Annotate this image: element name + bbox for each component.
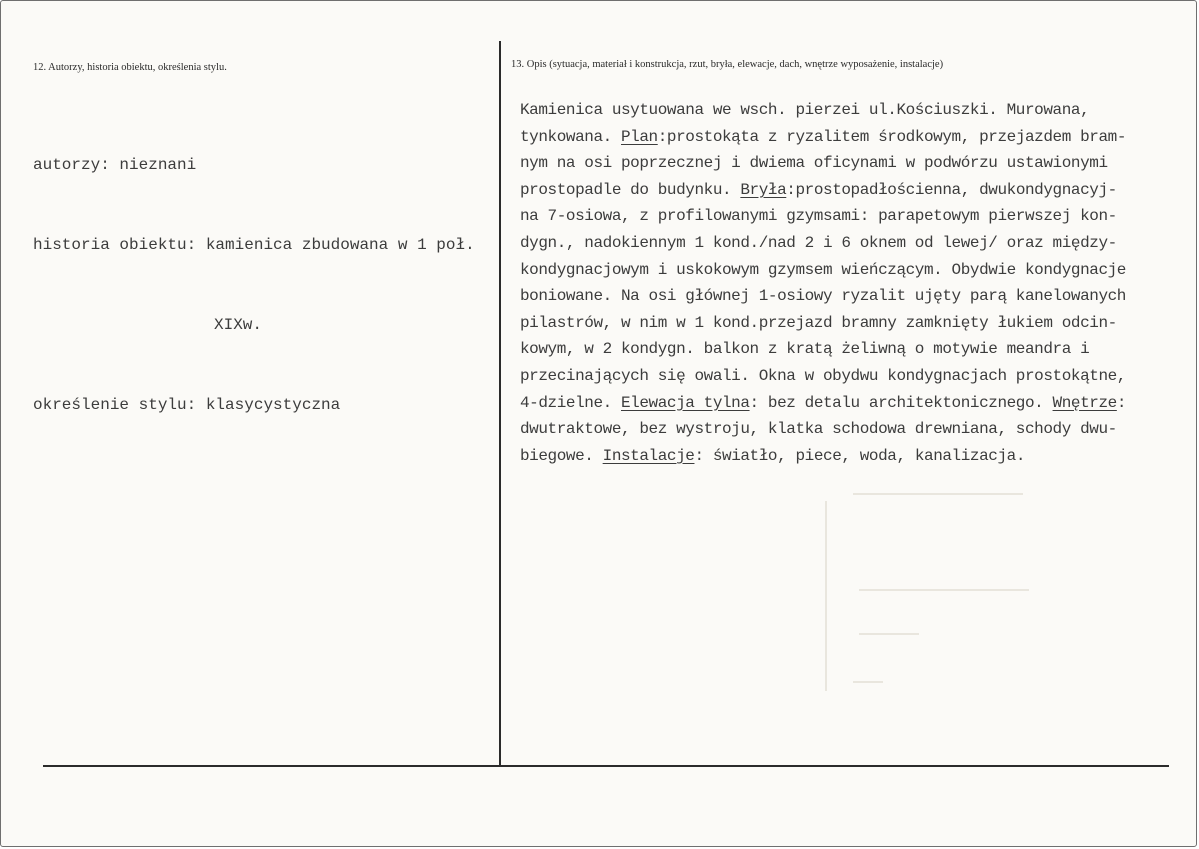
wnetrze-heading: Wnętrze: [1052, 393, 1117, 412]
section-12-heading: 12. Autorzy, historia obiektu, określenia stylu.: [33, 62, 227, 73]
history-century: XIXw.: [214, 315, 263, 334]
description-text: [520, 97, 1160, 469]
vertical-divider: [499, 41, 501, 767]
show-through-mark: [825, 501, 827, 691]
style-line: określenie stylu: klasycystyczna: [33, 395, 341, 414]
description-line: pilastrów, w nim w 1 kond.przejazd bramny zamknięty łukiem odcin-: [520, 313, 1117, 332]
section-13-heading: 13. Opis (sytuacja, materiał i konstrukcja, rzut, bryła, elewacje, dach, wnętrze wyposażenie, instalacje): [511, 59, 944, 70]
description-line: dygn., nadokiennym 1 kond./nad 2 i 6 oknem od lewej/ oraz między-: [520, 233, 1117, 252]
show-through-mark: [853, 493, 1023, 495]
description-line: prostopadle do budynku. Bryła:prostopadłościenna, dwukondygnacyj-: [520, 180, 1117, 199]
bottom-rule: [43, 765, 1169, 767]
instalacje-heading: Instalacje: [602, 446, 695, 465]
description-line: dwutraktowe, bez wystroju, klatka schodowa drewniana, schody dwu-: [520, 420, 1117, 439]
description-line: na 7-osiowa, z profilowanymi gzymsami: parapetowym pierwszej kon-: [520, 207, 1117, 226]
description-line: kondygnacjowym i uskokowym gzymsem wieńczącym. Obydwie kondygnacje: [520, 260, 1126, 279]
description-line: Kamienica usytuowana we wsch. pierzei ul.Kościuszki. Murowana,: [520, 101, 1090, 119]
plan-heading: Plan: [621, 127, 658, 146]
description-line: biegowe. Instalacje: światło, piece, woda, kanalizacja.: [520, 446, 1026, 465]
history-line-continued: [33, 312, 475, 339]
show-through-mark: [859, 633, 919, 635]
description-line: tynkowana. Plan:prostokąta z ryzalitem środkowym, przejazdem bram-: [520, 127, 1126, 146]
authors-history-style-text: [33, 99, 475, 471]
description-line: 4-dzielne. Elewacja tylna: bez detalu architektonicznego. Wnętrze:: [520, 393, 1127, 412]
show-through-mark: [859, 589, 1029, 591]
description-line: kowym, w 2 kondygn. balkon z kratą żeliwną o motywie meandra i: [520, 340, 1090, 359]
elewacja-tylna-heading: Elewacja tylna: [621, 393, 750, 412]
description-line: nym na osi poprzecznej i dwiema oficynami w podwórzu ustawionymi: [520, 154, 1108, 173]
bryla-heading: Bryła: [740, 180, 787, 199]
description-line: boniowane. Na osi głównej 1-osiowy ryzalit ujęty parą kanelowanych: [520, 287, 1126, 306]
history-line: historia obiektu: kamienica zbudowana w 1 poł.: [33, 235, 475, 254]
authors-line: autorzy: nieznani: [33, 156, 197, 175]
show-through-mark: [853, 681, 883, 683]
description-line: przecinających się owali. Okna w obydwu kondygnacjach prostokątne,: [520, 366, 1126, 385]
